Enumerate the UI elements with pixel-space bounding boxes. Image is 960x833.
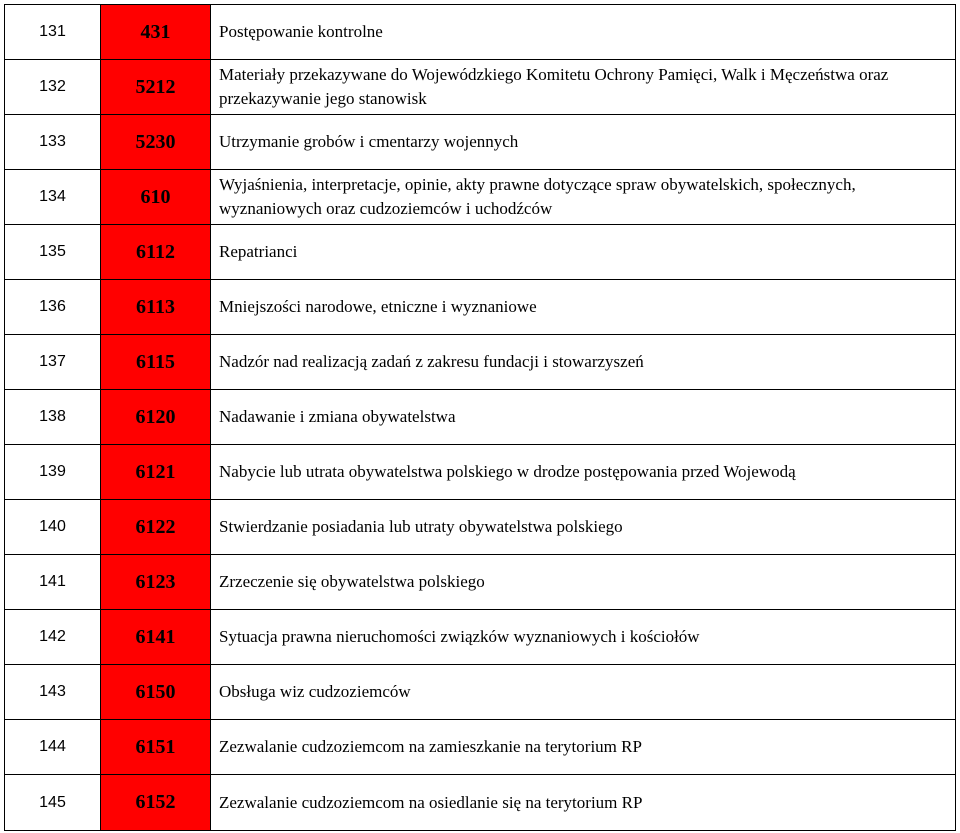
category-description: Wyjaśnienia, interpretacje, opinie, akty prawne dotyczące spraw obywatelskich, społecznych, wyznaniowych oraz cudzoziemców i uchodźców [211,170,956,225]
category-description: Obsługa wiz cudzoziemców [211,665,956,720]
category-description: Utrzymanie grobów i cmentarzy wojennych [211,115,956,170]
table-row [5,775,956,831]
category-description: Stwierdzanie posiadania lub utraty obywatelstwa polskiego [211,500,956,555]
table-row [5,115,956,170]
category-code: 610 [101,170,211,225]
table-row [5,390,956,445]
row-number: 143 [5,665,101,720]
category-code: 6113 [101,280,211,335]
row-number: 139 [5,445,101,500]
row-number: 134 [5,170,101,225]
table-row [5,280,956,335]
category-description: Mniejszości narodowe, etniczne i wyznaniowe [211,280,956,335]
row-number: 142 [5,610,101,665]
category-description: Zezwalanie cudzoziemcom na osiedlanie się na terytorium RP [211,775,956,831]
category-code: 5212 [101,60,211,115]
category-code: 6150 [101,665,211,720]
table-row [5,500,956,555]
row-number: 141 [5,555,101,610]
table-row [5,720,956,775]
category-description: Repatrianci [211,225,956,280]
row-number: 138 [5,390,101,445]
category-code: 6122 [101,500,211,555]
category-description: Nabycie lub utrata obywatelstwa polskiego w drodze postępowania przed Wojewodą [211,445,956,500]
row-number: 144 [5,720,101,775]
category-code: 6120 [101,390,211,445]
category-description: Sytuacja prawna nieruchomości związków wyznaniowych i kościołów [211,610,956,665]
row-number: 137 [5,335,101,390]
category-description: Nadzór nad realizacją zadań z zakresu fundacji i stowarzyszeń [211,335,956,390]
table-row [5,170,956,225]
category-description: Zezwalanie cudzoziemcom na zamieszkanie na terytorium RP [211,720,956,775]
table-row [5,665,956,720]
table-body [5,5,956,831]
row-number: 133 [5,115,101,170]
category-code: 5230 [101,115,211,170]
records-table [4,4,956,831]
category-description: Materiały przekazywane do Wojewódzkiego Komitetu Ochrony Pamięci, Walk i Męczeństwa oraz przekazywanie jego stanowisk [211,60,956,115]
row-number: 145 [5,775,101,831]
category-code: 6152 [101,775,211,831]
category-description: Postępowanie kontrolne [211,5,956,60]
category-code: 6123 [101,555,211,610]
category-code: 6115 [101,335,211,390]
row-number: 132 [5,60,101,115]
row-number: 136 [5,280,101,335]
category-description: Zrzeczenie się obywatelstwa polskiego [211,555,956,610]
table-row [5,555,956,610]
category-code: 431 [101,5,211,60]
table-row [5,60,956,115]
category-code: 6141 [101,610,211,665]
category-description: Nadawanie i zmiana obywatelstwa [211,390,956,445]
row-number: 131 [5,5,101,60]
table-row [5,225,956,280]
category-code: 6151 [101,720,211,775]
table-row [5,335,956,390]
row-number: 135 [5,225,101,280]
row-number: 140 [5,500,101,555]
table-row [5,610,956,665]
category-code: 6112 [101,225,211,280]
table-row [5,5,956,60]
table-row [5,445,956,500]
category-code: 6121 [101,445,211,500]
